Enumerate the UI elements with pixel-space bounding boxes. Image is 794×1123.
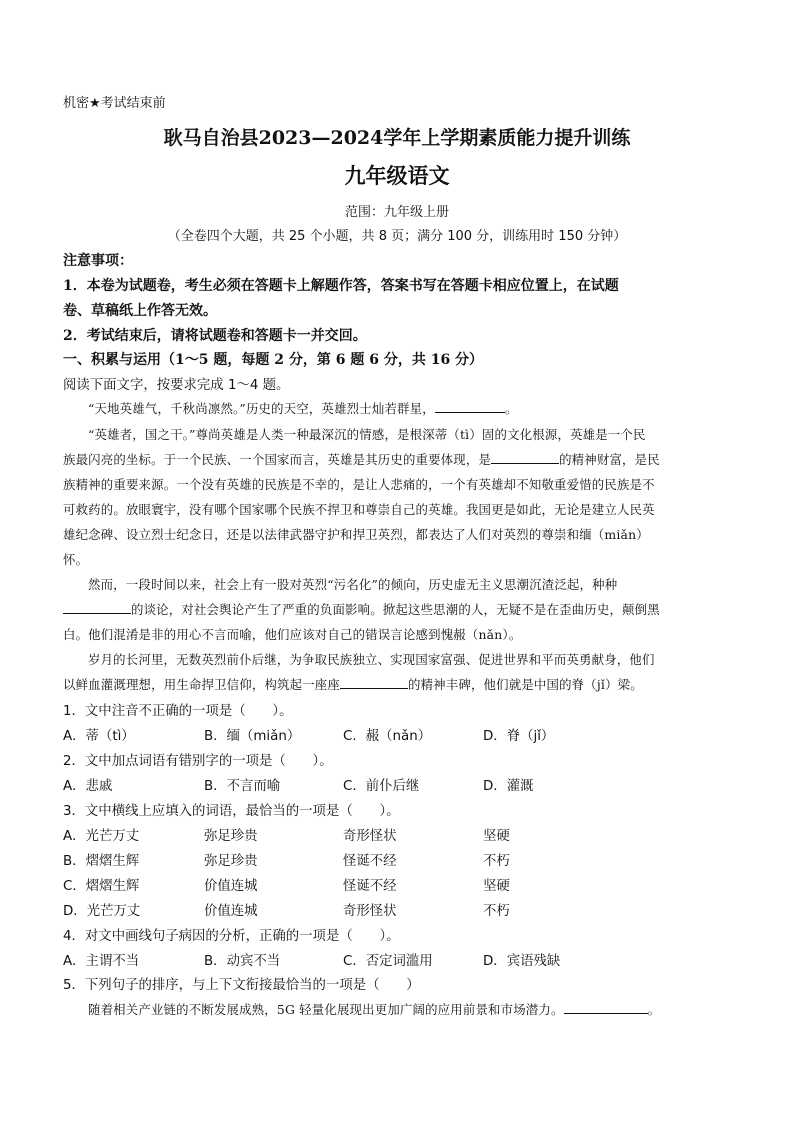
question-3-row-b-col-3: 怪诞不经 [343, 854, 397, 869]
passage-p2-line-2-a: 族最闪亮的坐标。于一个民族、一个国家而言，英雄是其历史的重要体现，是 [63, 452, 492, 467]
question-3-row-c-col-1: C．熠熠生辉 [63, 879, 140, 894]
question-3-row-c-col-2: 价值连城 [204, 879, 258, 894]
question-3-row-a-col-1: A．光芒万丈 [63, 829, 140, 844]
question-4-option-a: A．主谓不当 [63, 954, 140, 969]
passage-p3-line-1: 然而，一段时间以来，社会上有一股对英烈“污名化”的倾向，历史虚无主义思潮沉渣泛起，种种 [88, 577, 618, 592]
question-3-stem: 3．文中横线上应填入的词语，最恰当的一项是（ ）。 [63, 804, 400, 819]
fill-blank-1 [435, 400, 505, 413]
confidential-label: 机密★考试结束前 [63, 96, 166, 111]
question-1-option-b: B．缅（miǎn） [204, 729, 301, 744]
passage-p2-line-2 [63, 450, 660, 468]
section-1-instruction: 阅读下面文字，按要求完成 1～4 题。 [63, 378, 290, 393]
notice-heading: 注意事项： [63, 253, 133, 269]
question-2-option-d: D．灌溉 [483, 779, 534, 794]
passage-p2-line-5: 雄纪念碑、设立烈士纪念日，还是以法律武器守护和捍卫英烈，都表达了人们对英烈的尊崇和缅（miǎn） [63, 527, 649, 542]
question-3-row-d-col-3: 奇形怪状 [343, 904, 397, 919]
passage-p2-line-2-b: 的精神财富，是民 [559, 452, 660, 467]
question-3-row-d-col-1: D．光芒万丈 [63, 904, 141, 919]
question-1-option-a: A．蒂（tì） [63, 729, 135, 744]
question-3-row-a-col-4: 坚硬 [483, 829, 510, 844]
fill-blank-4 [340, 676, 408, 689]
notice-item-1-line-1: 1．本卷为试题卷，考生必须在答题卡上解题作答，答案书写在答题卡相应位置上，在试题 [63, 278, 619, 294]
question-4-option-c: C．否定词滥用 [343, 954, 433, 969]
fill-blank-5 [564, 1001, 648, 1014]
question-5-stem: 5．下列句子的排序，与上下文衔接最恰当的一项是（ ） [63, 978, 420, 993]
passage-p1-end: 。 [504, 401, 518, 416]
question-2-option-a: A．悲戚 [63, 779, 113, 794]
passage-p2-line-4: 可救药的。放眼寰宇，没有哪个国家哪个民族不捍卫和尊崇自己的英雄。我国更是如此，无论是建立人民英 [63, 502, 655, 517]
question-2-option-b: B．不言而喻 [204, 779, 281, 794]
question-3-row-c-col-3: 怪诞不经 [343, 879, 397, 894]
question-3-row-d-col-4: 不朽 [483, 904, 510, 919]
question-4-option-d: D．宾语残缺 [483, 954, 561, 969]
passage-p4-line-2 [63, 675, 643, 693]
question-1-option-c: C．赧（nǎn） [343, 729, 432, 744]
notice-item-2: 2．考试结束后，请将试题卷和答题卡一并交回。 [63, 328, 367, 344]
passage-p1-text: “天地英雄气，千秋尚凛然。”历史的天空，英雄烈士灿若群星， [88, 401, 435, 416]
question-1-stem: 1．文中注音不正确的一项是（ ）。 [63, 704, 293, 719]
passage-p4-line-1: 岁月的长河里，无数英烈前仆后继，为争取民族独立、实现国家富强、促进世界和平而英勇献身，他们 [88, 652, 655, 667]
fill-blank-2 [491, 451, 559, 464]
question-5-context-end: 。 [647, 1002, 661, 1017]
question-3-row-d-col-2: 价值连城 [204, 904, 258, 919]
question-3-row-a-col-2: 弥足珍贵 [204, 829, 258, 844]
passage-p3-line-2-text: 的谈论，对社会舆论产生了严重的负面影响。掀起这些思潮的人，无疑不是在歪曲历史，颠倒黑 [131, 602, 660, 617]
passage-p3-line-3: 白。他们混淆是非的用心不言而喻，他们应该对自己的错误言论感到愧赧（nǎn）。 [63, 627, 522, 642]
passage-p3-line-2 [63, 600, 660, 618]
question-5-context [88, 1000, 660, 1018]
question-4-stem: 4．对文中画线句子病因的分析，正确的一项是（ ）。 [63, 929, 400, 944]
exam-note: （全卷四个大题，共 25 个小题，共 8 页；满分 100 分，训练用时 150 分钟） [167, 229, 627, 244]
question-2-stem: 2．文中加点词语有错别字的一项是（ ）。 [63, 754, 333, 769]
exam-scope: 范围：九年级上册 [344, 205, 449, 220]
passage-paragraph-1 [88, 399, 517, 417]
exam-title: 耿马自治县2023—2024学年上学期素质能力提升训练 [163, 127, 631, 149]
question-3-row-b-col-1: B．熠熠生辉 [63, 854, 140, 869]
question-3-row-b-col-4: 不朽 [483, 854, 510, 869]
question-3-row-a-col-3: 奇形怪状 [343, 829, 397, 844]
passage-p2-line-3: 族精神的重要来源。一个没有英雄的民族是不幸的，是让人悲痛的，一个有英雄却不知敬重爱惜的民族是不 [63, 477, 655, 492]
question-3-row-b-col-2: 弥足珍贵 [204, 854, 258, 869]
passage-p2-line-1: “英雄者，国之干。”尊尚英雄是人类一种最深沉的情感，是根深蒂（tì）固的文化根源，英雄是一个民 [88, 427, 646, 442]
passage-p4-line-2-a: 以鲜血灌溉理想，用生命捍卫信仰，构筑起一座座 [63, 677, 340, 692]
exam-subtitle: 九年级语文 [344, 163, 450, 188]
section-1-heading: 一、积累与运用（1～5 题，每题 2 分，第 6 题 6 分，共 16 分） [63, 352, 484, 368]
question-1-option-d: D．脊（jǐ） [483, 729, 555, 744]
question-3-row-c-col-4: 坚硬 [483, 879, 510, 894]
passage-p4-line-2-b: 的精神丰碑，他们就是中国的脊（jǐ）梁。 [408, 677, 643, 692]
notice-item-1-line-2: 卷、草稿纸上作答无效。 [63, 303, 217, 319]
question-2-option-c: C．前仆后继 [343, 779, 420, 794]
question-4-option-b: B．动宾不当 [204, 954, 281, 969]
question-5-context-text: 随着相关产业链的不断发展成熟，5G 轻量化展现出更加广阔的应用前景和市场潜力。 [88, 1002, 564, 1017]
fill-blank-3 [63, 601, 131, 614]
passage-p2-line-6: 怀。 [63, 552, 89, 567]
